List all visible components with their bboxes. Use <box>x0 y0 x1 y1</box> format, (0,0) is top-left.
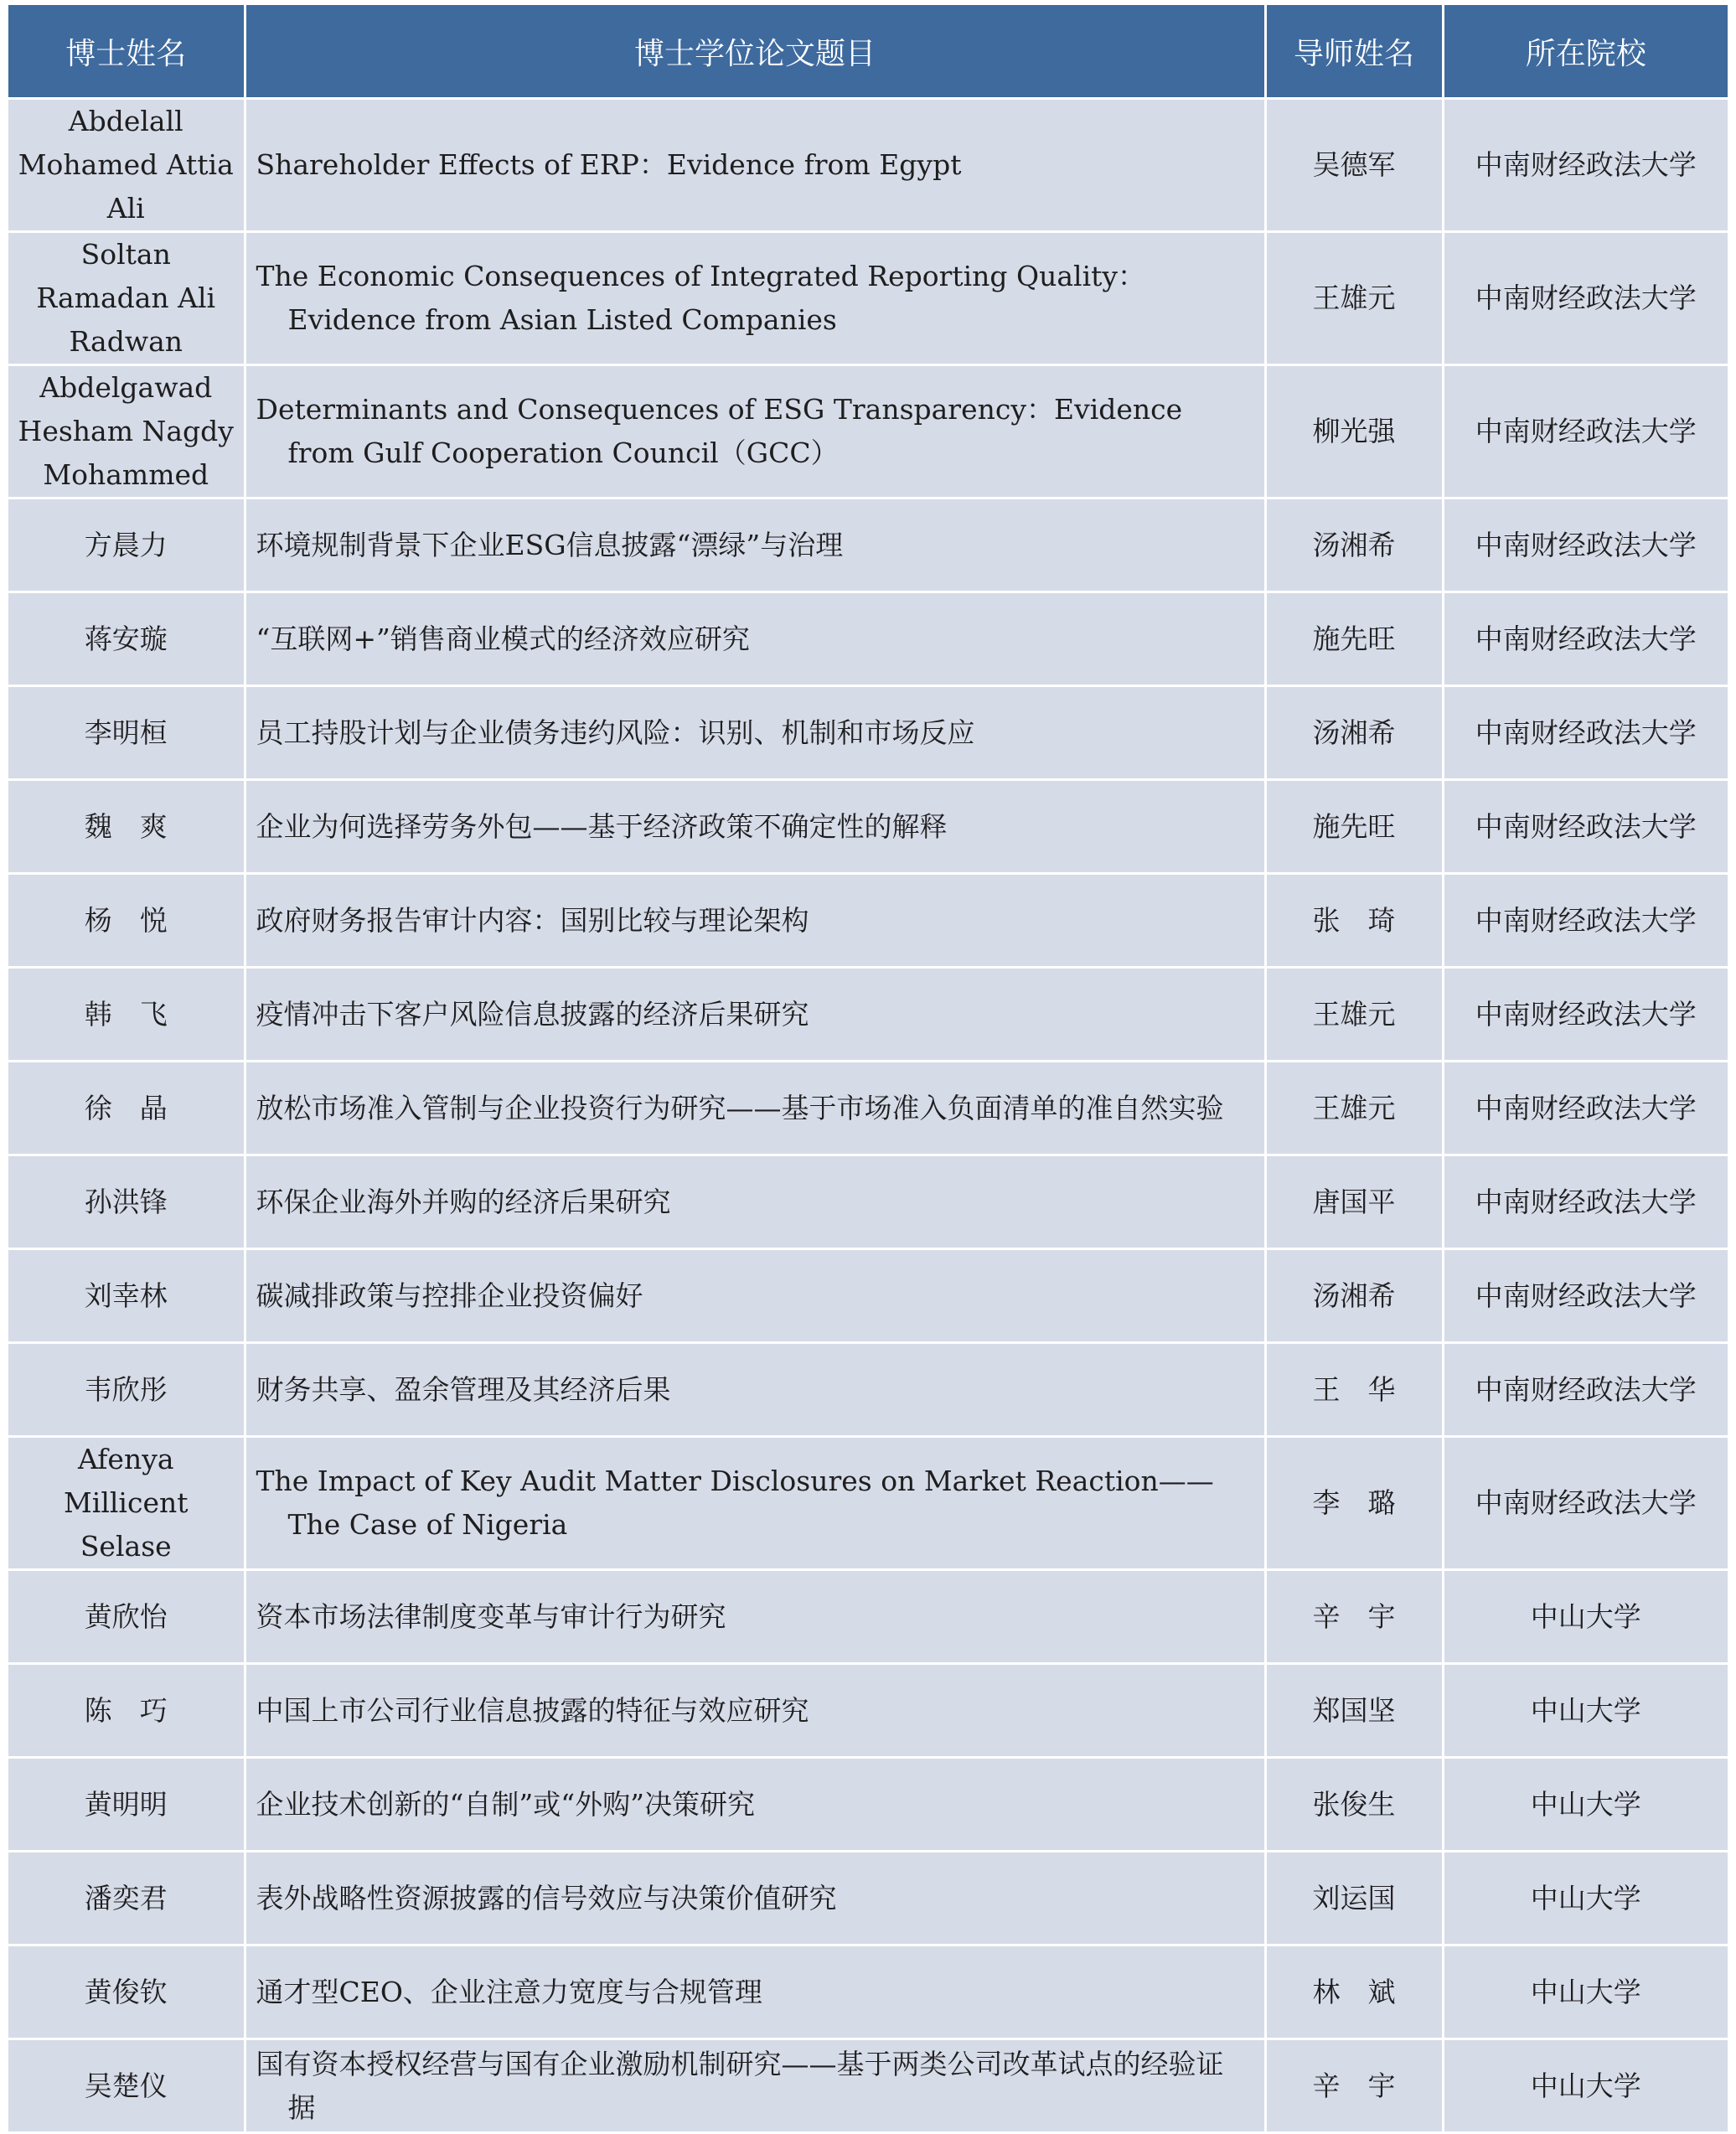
table-row <box>8 1852 1728 1945</box>
thesis-title <box>245 1945 1265 2039</box>
advisor-name: 汤湘希 <box>1265 1249 1443 1343</box>
thesis-title-text: Shareholder Effects of ERP：Evidence from Egypt <box>256 148 962 181</box>
school-name: 中南财经政法大学 <box>1443 1437 1728 1570</box>
school-name: 中南财经政法大学 <box>1443 1249 1728 1343</box>
doctor-name: 韩 飞 <box>8 968 245 1062</box>
table-row <box>8 1062 1728 1155</box>
school-name: 中山大学 <box>1443 2039 1728 2133</box>
table-row <box>8 232 1728 365</box>
thesis-title <box>245 1437 1265 1570</box>
table-row <box>8 99 1728 232</box>
thesis-title <box>245 592 1265 686</box>
school-name: 中南财经政法大学 <box>1443 592 1728 686</box>
advisor-name: 施先旺 <box>1265 780 1443 874</box>
table-row <box>8 686 1728 780</box>
advisor-name: 王 华 <box>1265 1343 1443 1437</box>
table-row <box>8 968 1728 1062</box>
thesis-title <box>245 1852 1265 1945</box>
thesis-title-text: 政府财务报告审计内容：国别比较与理论架构 <box>256 903 809 937</box>
table-row <box>8 874 1728 968</box>
advisor-name: 汤湘希 <box>1265 499 1443 592</box>
doctor-name: 方晨力 <box>8 499 245 592</box>
thesis-title <box>245 780 1265 874</box>
thesis-title-text: “互联网+”销售商业模式的经济效应研究 <box>256 622 750 655</box>
table-row <box>8 1570 1728 1664</box>
table-row <box>8 1437 1728 1570</box>
table-row <box>8 1945 1728 2039</box>
thesis-title <box>245 2039 1265 2133</box>
doctor-name: 潘奕君 <box>8 1852 245 1945</box>
school-name: 中山大学 <box>1443 1664 1728 1758</box>
doctor-name: 黄明明 <box>8 1758 245 1852</box>
header-school: 所在院校 <box>1443 5 1728 99</box>
doctor-name: 吴楚仪 <box>8 2039 245 2133</box>
doctor-name: 陈 巧 <box>8 1664 245 1758</box>
thesis-title-text: 员工持股计划与企业债务违约风险：识别、机制和市场反应 <box>256 716 975 749</box>
doctor-name: Afenya Millicent Selase <box>8 1437 245 1570</box>
school-name: 中南财经政法大学 <box>1443 1062 1728 1155</box>
school-name: 中南财经政法大学 <box>1443 686 1728 780</box>
thesis-title-text: 疫情冲击下客户风险信息披露的经济后果研究 <box>256 997 809 1031</box>
table-header <box>8 5 1728 99</box>
advisor-name: 吴德军 <box>1265 99 1443 232</box>
header-thesis-title: 博士学位论文题目 <box>245 5 1265 99</box>
doctor-name: 孙洪锋 <box>8 1155 245 1249</box>
school-name: 中南财经政法大学 <box>1443 232 1728 365</box>
thesis-title-text: The Economic Consequences of Integrated Reporting Quality：Evidence from Asian Listed Companies <box>256 260 1146 336</box>
advisor-name: 辛 宇 <box>1265 2039 1443 2133</box>
school-name: 中南财经政法大学 <box>1443 1343 1728 1437</box>
thesis-title <box>245 365 1265 499</box>
table-row <box>8 1343 1728 1437</box>
thesis-title <box>245 1155 1265 1249</box>
doctor-name: Soltan Ramadan Ali Radwan <box>8 232 245 365</box>
advisor-name: 汤湘希 <box>1265 686 1443 780</box>
thesis-title <box>245 1758 1265 1852</box>
thesis-title-text: Determinants and Consequences of ESG Transparency：Evidence from Gulf Cooperation Council（GCC） <box>256 393 1183 469</box>
thesis-title-text: 表外战略性资源披露的信号效应与决策价值研究 <box>256 1881 837 1914</box>
thesis-title <box>245 1570 1265 1664</box>
thesis-title-text: 放松市场准入管制与企业投资行为研究——基于市场准入负面清单的准自然实验 <box>256 1091 1224 1124</box>
table-row <box>8 592 1728 686</box>
table-row <box>8 499 1728 592</box>
advisor-name: 王雄元 <box>1265 232 1443 365</box>
advisor-name: 王雄元 <box>1265 1062 1443 1155</box>
advisor-name: 林 斌 <box>1265 1945 1443 2039</box>
advisor-name: 张俊生 <box>1265 1758 1443 1852</box>
school-name: 中南财经政法大学 <box>1443 780 1728 874</box>
table-row <box>8 1664 1728 1758</box>
table-row <box>8 780 1728 874</box>
thesis-title <box>245 1343 1265 1437</box>
header-advisor-name: 导师姓名 <box>1265 5 1443 99</box>
doctor-name: 蒋安璇 <box>8 592 245 686</box>
thesis-title <box>245 686 1265 780</box>
advisor-name: 柳光强 <box>1265 365 1443 499</box>
header-doctor-name: 博士姓名 <box>8 5 245 99</box>
school-name: 中山大学 <box>1443 1570 1728 1664</box>
thesis-title-text: 企业技术创新的“自制”或“外购”决策研究 <box>256 1787 755 1821</box>
thesis-title-text: 资本市场法律制度变革与审计行为研究 <box>256 1599 726 1633</box>
thesis-title <box>245 1062 1265 1155</box>
thesis-title <box>245 232 1265 365</box>
advisor-name: 刘运国 <box>1265 1852 1443 1945</box>
school-name: 中山大学 <box>1443 1852 1728 1945</box>
thesis-title <box>245 99 1265 232</box>
thesis-title-text: 环境规制背景下企业ESG信息披露“漂绿”与治理 <box>256 528 844 561</box>
thesis-title <box>245 1249 1265 1343</box>
thesis-title <box>245 1664 1265 1758</box>
advisor-name: 王雄元 <box>1265 968 1443 1062</box>
school-name: 中南财经政法大学 <box>1443 365 1728 499</box>
thesis-title-text: The Impact of Key Audit Matter Disclosures on Market Reaction——The Case of Nigeria <box>256 1465 1214 1541</box>
thesis-title-text: 财务共享、盈余管理及其经济后果 <box>256 1372 671 1406</box>
doctor-name: 刘幸林 <box>8 1249 245 1343</box>
advisor-name: 辛 宇 <box>1265 1570 1443 1664</box>
advisor-name: 郑国坚 <box>1265 1664 1443 1758</box>
doctor-name: 黄欣怡 <box>8 1570 245 1664</box>
table-body <box>8 99 1728 2133</box>
school-name: 中山大学 <box>1443 1758 1728 1852</box>
doctor-name: 黄俊钦 <box>8 1945 245 2039</box>
thesis-table <box>8 5 1728 2134</box>
thesis-title <box>245 499 1265 592</box>
school-name: 中南财经政法大学 <box>1443 99 1728 232</box>
table-row <box>8 1249 1728 1343</box>
school-name: 中南财经政法大学 <box>1443 499 1728 592</box>
thesis-title-text: 企业为何选择劳务外包——基于经济政策不确定性的解释 <box>256 809 948 843</box>
thesis-title-text: 环保企业海外并购的经济后果研究 <box>256 1185 671 1218</box>
table-row <box>8 2039 1728 2133</box>
doctor-name: Abdelall Mohamed Attia Ali <box>8 99 245 232</box>
advisor-name: 张 琦 <box>1265 874 1443 968</box>
thesis-title-text: 国有资本授权经营与国有企业激励机制研究——基于两类公司改革试点的经验证据 <box>256 2047 1224 2124</box>
school-name: 中南财经政法大学 <box>1443 874 1728 968</box>
school-name: 中南财经政法大学 <box>1443 968 1728 1062</box>
thesis-title-text: 通才型CEO、企业注意力宽度与合规管理 <box>256 1975 762 2008</box>
school-name: 中南财经政法大学 <box>1443 1155 1728 1249</box>
advisor-name: 唐国平 <box>1265 1155 1443 1249</box>
table-row <box>8 1155 1728 1249</box>
advisor-name: 李 璐 <box>1265 1437 1443 1570</box>
doctor-name: Abdelgawad Hesham Nagdy Mohammed <box>8 365 245 499</box>
doctor-name: 韦欣彤 <box>8 1343 245 1437</box>
thesis-title-text: 碳减排政策与控排企业投资偏好 <box>256 1279 643 1312</box>
doctor-name: 李明桓 <box>8 686 245 780</box>
table-row <box>8 365 1728 499</box>
advisor-name: 施先旺 <box>1265 592 1443 686</box>
thesis-title-text: 中国上市公司行业信息披露的特征与效应研究 <box>256 1693 809 1727</box>
doctor-name: 魏 爽 <box>8 780 245 874</box>
thesis-title <box>245 968 1265 1062</box>
doctor-name: 杨 悦 <box>8 874 245 968</box>
table-row <box>8 1758 1728 1852</box>
header-row <box>8 5 1728 99</box>
doctor-name: 徐 晶 <box>8 1062 245 1155</box>
school-name: 中山大学 <box>1443 1945 1728 2039</box>
thesis-title <box>245 874 1265 968</box>
